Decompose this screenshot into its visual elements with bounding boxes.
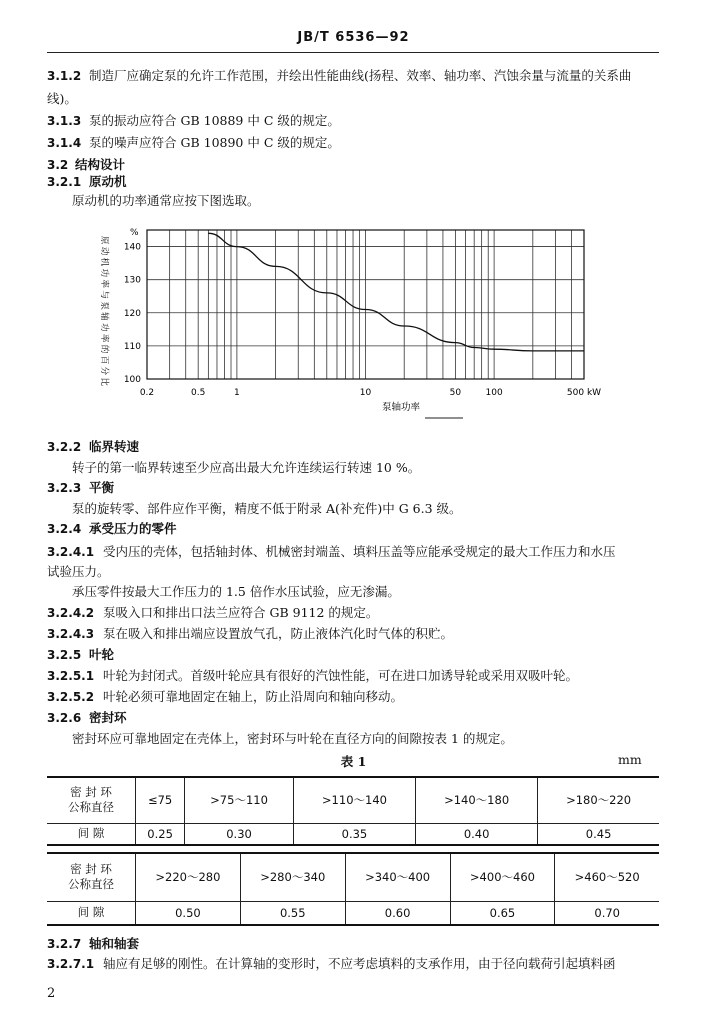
clause-number: 3.2.2 (47, 440, 82, 454)
power-ratio-chart (0, 215, 707, 430)
clause-text: 叶轮必须可靠地固定在轴上，防止沿周向和轴向移动。 (103, 689, 404, 704)
table-cell: >460～520 (555, 853, 659, 901)
table-cell: 0.25 (136, 823, 185, 845)
table-cell: 0.50 (136, 901, 241, 925)
y-tick-labels (124, 243, 141, 385)
clause-3-2-5-1 (47, 666, 578, 684)
clause-3-2-7-1 (47, 954, 616, 972)
table-cell: 0.55 (240, 901, 345, 925)
x-tick-label: 50 (449, 388, 462, 398)
x-tick-label: 1 (234, 388, 240, 398)
clause-3-2-4-1-cont: 试验压力。 (47, 564, 110, 579)
y-tick-label: 120 (123, 308, 141, 319)
table-cell: 0.35 (293, 823, 415, 845)
clause-text: 泵在吸入和排出端应设置放气孔，防止液体汽化时气体的积贮。 (103, 626, 454, 641)
clause-number: 3.2.1 (47, 175, 82, 189)
x-tick-label: 100 (485, 388, 503, 398)
clause-number: 3.2.5.1 (47, 669, 95, 683)
clause-number: 3.2.5 (47, 648, 82, 662)
clause-text: 制造厂应确定泵的允许工作范围，并绘出性能曲线(扬程、效率、轴功率、汽蚀余量与流量的关系曲 (89, 68, 632, 83)
clause-3-2-6 (47, 708, 127, 726)
table-cell: 0.40 (416, 823, 538, 845)
section-title: 结构设计 (75, 157, 126, 172)
row-label-gap: 间 隙 (47, 823, 136, 845)
clause-number: 3.2.5.2 (47, 690, 95, 704)
y-unit-label: % (130, 228, 139, 238)
label-line: 公称直径 (68, 877, 114, 892)
clause-3-2-1-body: 原动机的功率通常应按下图选取。 (72, 193, 260, 208)
table-row (47, 901, 659, 925)
clause-3-2-6-body: 密封环应可靠地固定在壳体上，密封环与叶轮在直径方向的间隙按表 1 的规定。 (72, 731, 513, 746)
table-cell: >140～180 (416, 777, 538, 823)
table-row (47, 823, 659, 845)
clause-3-1-3 (47, 111, 340, 129)
table-cell: >220～280 (136, 853, 241, 901)
clause-text: 叶轮为封闭式。首级叶轮应具有很好的汽蚀性能，可在进口加诱导轮或采用双吸叶轮。 (103, 668, 579, 683)
clause-number: 3.2.4.2 (47, 606, 95, 620)
table-caption: 表 1 (340, 754, 367, 769)
table-unit: mm (618, 752, 642, 767)
clause-3-2-4-3 (47, 624, 453, 642)
section-number: 3.2 (47, 158, 69, 172)
clause-number: 3.2.4.3 (47, 627, 95, 641)
table-cell: >280～340 (240, 853, 345, 901)
clause-number: 3.1.3 (47, 114, 82, 128)
clause-number: 3.2.7.1 (47, 957, 95, 971)
chart-grid (147, 230, 584, 379)
x-tick-label: 0.2 (139, 388, 155, 398)
clause-3-2-4-2 (47, 603, 378, 621)
clause-title: 叶轮 (89, 647, 115, 662)
document-header: JB/T 6536—92 (297, 30, 410, 45)
table-row (47, 853, 659, 901)
clause-number: 3.2.4 (47, 522, 82, 536)
table-cell: 0.70 (555, 901, 659, 925)
section-3-2 (47, 155, 125, 173)
table-cell: >400～460 (450, 853, 555, 901)
clause-text: 轴应有足够的刚性。在计算轴的变形时，不应考虑填料的支承作用，由于径向载荷引起填料函 (103, 956, 616, 971)
row-label-diameter (47, 853, 136, 901)
table-cell: 0.30 (185, 823, 294, 845)
x-axis-label: 泵轴功率 (382, 402, 421, 413)
clause-3-2-2-body: 转子的第一临界转速至少应高出最大允许连续运行转速 10 %。 (72, 460, 421, 475)
page-number: 2 (47, 986, 56, 1001)
x-tick-label: 0.5 (191, 388, 206, 398)
row-label-gap: 间 隙 (47, 901, 136, 925)
clause-3-2-4-1 (47, 542, 616, 560)
clause-text: 泵的振动应符合 GB 10889 中 C 级的规定。 (89, 113, 340, 128)
label-line: 密 封 环 (70, 862, 112, 877)
clause-title: 密封环 (89, 710, 127, 725)
y-tick-label: 130 (123, 275, 141, 286)
row-label-diameter (47, 777, 136, 823)
table-cell: >340～400 (345, 853, 450, 901)
clause-3-2-3-body: 泵的旋转零、部件应作平衡，精度不低于附录 A(补充件)中 G 6.3 级。 (72, 501, 462, 516)
clause-number: 3.2.7 (47, 937, 82, 951)
chart-series (208, 233, 584, 351)
y-axis-label: 原动机功率与泵轴功率的百分比 (99, 236, 109, 386)
y-tick-label: 110 (123, 341, 141, 352)
clause-3-2-3 (47, 478, 114, 496)
table-cell: 0.65 (450, 901, 555, 925)
series-line (208, 233, 584, 351)
clause-number: 3.1.2 (47, 69, 82, 83)
y-tick-label: 140 (123, 242, 141, 253)
clause-title: 平衡 (89, 480, 115, 495)
clause-number: 3.1.4 (47, 136, 82, 150)
label-line: 密 封 环 (70, 785, 112, 800)
clause-title: 原动机 (89, 174, 127, 189)
clause-3-1-2-cont: 线)。 (47, 91, 77, 106)
y-tick-label: 100 (123, 375, 141, 385)
gap-table-part2 (47, 852, 659, 926)
clause-text: 受内压的壳体，包括轴封体、机械密封端盖、填料压盖等应能承受规定的最大工作压力和水压 (103, 544, 616, 559)
clause-title: 轴和轴套 (89, 936, 140, 951)
x-tick-labels (140, 388, 601, 398)
clause-3-1-2 (47, 66, 631, 84)
label-line: 公称直径 (68, 800, 114, 815)
clause-number: 3.2.6 (47, 711, 82, 725)
clause-3-2-2 (47, 437, 139, 455)
gap-table-part1 (47, 776, 659, 846)
clause-3-2-7 (47, 934, 139, 952)
header-rule (47, 52, 659, 53)
table-cell: >75～110 (185, 777, 294, 823)
table-cell: >180～220 (538, 777, 659, 823)
clause-text: 泵的噪声应符合 GB 10890 中 C 级的规定。 (89, 135, 340, 150)
x-tick-label: 10 (359, 388, 372, 398)
clause-number: 3.2.4.1 (47, 545, 95, 559)
clause-3-2-4 (47, 519, 177, 537)
clause-text: 泵吸入口和排出口法兰应符合 GB 9112 的规定。 (103, 605, 379, 620)
x-tick-label: 500 kW (566, 388, 602, 398)
table-cell: ≤75 (136, 777, 185, 823)
table-cell: 0.60 (345, 901, 450, 925)
clause-3-2-1 (47, 172, 127, 190)
table-row (47, 777, 659, 823)
clause-3-2-4-1-body: 承压零件按最大工作压力的 1.5 倍作水压试验，应无渗漏。 (72, 584, 400, 599)
table-cell: >110～140 (293, 777, 415, 823)
clause-title: 临界转速 (89, 439, 140, 454)
clause-number: 3.2.3 (47, 481, 82, 495)
clause-3-2-5 (47, 645, 114, 663)
clause-title: 承受压力的零件 (89, 521, 177, 536)
clause-3-2-5-2 (47, 687, 403, 705)
table-cell: 0.45 (538, 823, 659, 845)
clause-3-1-4 (47, 133, 340, 151)
